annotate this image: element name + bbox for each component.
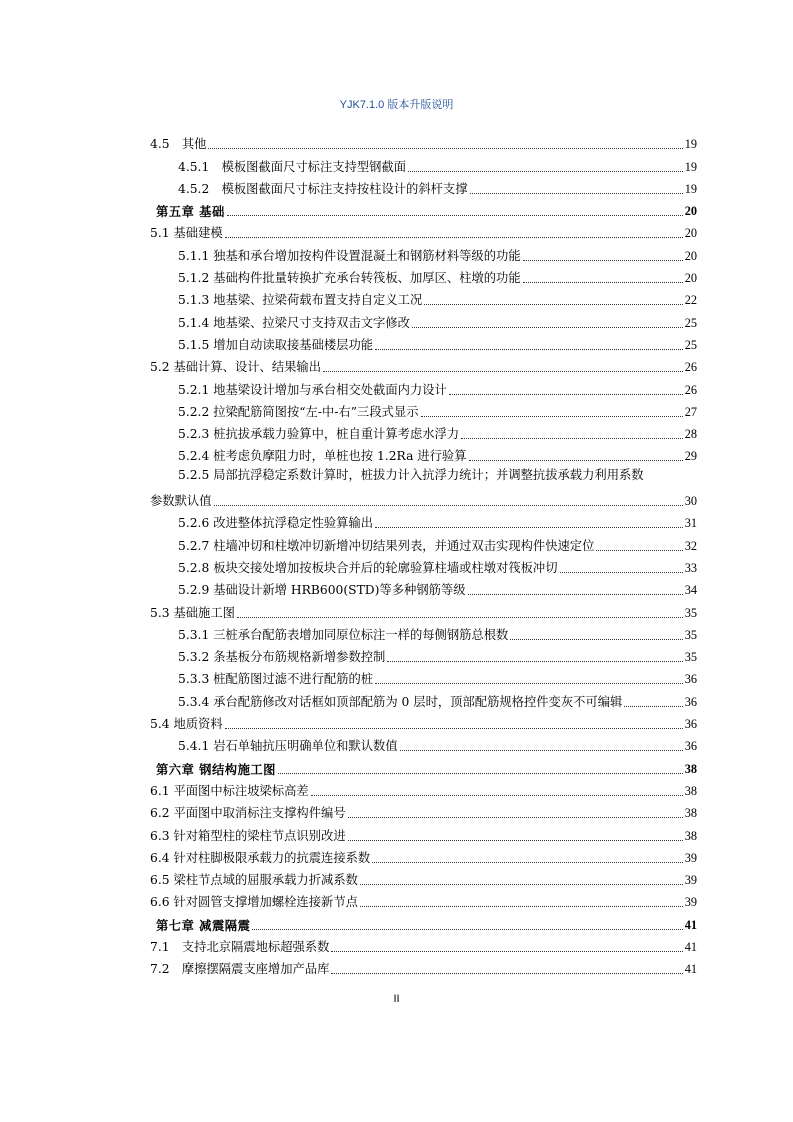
dot-leader xyxy=(372,862,682,863)
toc-entry-title: 5.2.9 基础设计新增 HRB600(STD)等多种钢筋等级 xyxy=(178,583,466,598)
toc-entry[interactable] xyxy=(150,219,697,241)
toc-entry[interactable] xyxy=(150,621,697,643)
dot-leader xyxy=(225,728,683,729)
toc-entry-title: 5.2.3 桩抗拔承载力验算中，桩自重计算考虑水浮力 xyxy=(178,427,460,442)
toc-entry-title: 5.1.5 增加自动读取接基础楼层功能 xyxy=(178,337,374,352)
toc-chapter[interactable] xyxy=(150,910,697,932)
dot-leader xyxy=(331,973,682,974)
toc-entry-page: 38 xyxy=(684,806,697,821)
toc-entry-title: 5.2 基础计算、设计、结果输出 xyxy=(150,360,322,375)
toc-entry-title: 4.5.2 模板图截面尺寸标注支持按柱设计的斜杆支撑 xyxy=(178,181,468,196)
toc-entry[interactable] xyxy=(150,687,697,709)
toc-entry-line1[interactable]: 5.2.5 局部抗浮稳定系数计算时，桩拔力计入抗浮力统计；并调整抗拔承载力利用系数 xyxy=(178,468,644,483)
toc-entry-page: 28 xyxy=(684,427,697,442)
toc-entry-page: 38 xyxy=(684,828,697,843)
toc-entry[interactable] xyxy=(150,777,697,799)
toc-entry-title: 5.1.2 基础构件批量转换扩充承台转筏板、加厚区、柱墩的功能 xyxy=(178,271,521,286)
toc-entry[interactable] xyxy=(150,375,697,397)
toc-entry-title: 5.3.2 条基板分布筋规格新增参数控制 xyxy=(178,650,386,665)
dot-leader xyxy=(278,773,683,774)
toc-entry-title: 6.6 针对圆管支撑增加螺栓连接新节点 xyxy=(150,895,358,910)
toc-entry[interactable] xyxy=(150,241,697,263)
dot-leader xyxy=(468,594,683,595)
toc-entry-title: 6.1 平面图中标注坡梁标高差 xyxy=(150,783,309,798)
toc-chapter[interactable] xyxy=(150,197,697,219)
dot-leader xyxy=(252,929,682,930)
toc-entry-page: 39 xyxy=(684,895,697,910)
toc-entry[interactable] xyxy=(150,308,697,330)
dot-leader xyxy=(412,327,683,328)
dot-leader xyxy=(424,304,682,305)
dot-leader xyxy=(331,951,682,952)
toc-entry-page: 22 xyxy=(684,293,697,308)
toc-entry-page: 36 xyxy=(684,694,697,709)
toc-entry[interactable] xyxy=(150,576,697,598)
dot-leader xyxy=(469,460,683,461)
toc-entry-page: 41 xyxy=(684,917,697,932)
toc-entry[interactable] xyxy=(150,264,697,286)
dot-leader xyxy=(360,884,683,885)
toc-entry-page: 25 xyxy=(684,337,697,352)
toc-entry-page: 29 xyxy=(684,449,697,464)
dot-leader xyxy=(470,193,683,194)
toc-entry-title: 5.1 基础建模 xyxy=(150,226,223,241)
dot-leader xyxy=(560,572,683,573)
toc-entry[interactable] xyxy=(150,286,697,308)
toc-entry-title: 5.2.6 改进整体抗浮稳定性验算输出 xyxy=(178,516,374,531)
toc-entry[interactable] xyxy=(150,665,697,687)
dot-leader xyxy=(311,795,683,796)
dot-leader xyxy=(375,527,683,528)
dot-leader xyxy=(375,349,683,350)
toc-entry[interactable] xyxy=(150,353,697,375)
toc-entry[interactable] xyxy=(150,710,697,732)
toc-entry[interactable] xyxy=(150,821,697,843)
toc-entry-title: 5.3 基础施工图 xyxy=(150,605,235,620)
dot-leader xyxy=(523,282,683,283)
toc-entry-page: 32 xyxy=(684,538,697,553)
toc-entry-title: 5.1.1 独基和承台增加按构件设置混凝土和钢筋材料等级的功能 xyxy=(178,248,521,263)
toc-entry-page: 33 xyxy=(684,560,697,575)
dot-leader xyxy=(421,416,683,417)
toc-entry[interactable] xyxy=(150,442,697,464)
dot-leader xyxy=(523,260,683,261)
toc-entry-page: 31 xyxy=(684,516,697,531)
toc-entry-page: 25 xyxy=(684,315,697,330)
toc-entry-title: 5.2.1 地基梁设计增加与承台相交处截面内力设计 xyxy=(178,382,447,397)
toc-entry-page: 19 xyxy=(684,159,697,174)
dot-leader xyxy=(408,171,683,172)
toc-entry-title: 5.2.4 桩考虑负摩阻力时，单桩也按 1.2Ra 进行验算 xyxy=(178,449,467,464)
toc-entry-page: 20 xyxy=(684,204,697,219)
toc-entry[interactable] xyxy=(150,398,697,420)
dot-leader xyxy=(227,215,683,216)
dot-leader xyxy=(360,906,683,907)
dot-leader xyxy=(449,394,683,395)
toc-entry-title: 参数默认值 xyxy=(150,494,212,509)
toc-entry[interactable] xyxy=(150,955,697,977)
toc-entry[interactable] xyxy=(150,866,697,888)
toc-entry-page: 34 xyxy=(684,583,697,598)
toc-entry[interactable] xyxy=(150,844,697,866)
toc-entry-page: 26 xyxy=(684,382,697,397)
toc-entry-title: 7.2 摩擦摆隔震支座增加产品库 xyxy=(150,962,330,977)
toc-entry-page: 20 xyxy=(684,248,697,263)
dot-leader xyxy=(225,237,683,238)
toc-entry-page: 20 xyxy=(684,271,697,286)
dot-leader xyxy=(387,661,682,662)
toc-entry-page: 41 xyxy=(684,962,697,977)
toc-entry-page: 30 xyxy=(684,494,697,509)
toc-entry-title: 4.5.1 模板图截面尺寸标注支持型钢截面 xyxy=(178,159,407,174)
toc-entry-page: 26 xyxy=(684,360,697,375)
toc-entry[interactable] xyxy=(150,420,697,442)
dot-leader xyxy=(348,817,683,818)
dot-leader xyxy=(323,371,683,372)
toc-entry-title: 5.2.7 柱墙冲切和柱墩冲切新增冲切结果列表，并通过双击实现构件快速定位 xyxy=(178,538,595,553)
page-header: YJK7.1.0 版本升版说明 xyxy=(339,99,454,111)
toc-entry-title: 5.3.3 桩配筋图过滤不进行配筋的桩 xyxy=(178,672,374,687)
toc-entry[interactable] xyxy=(150,175,697,197)
toc-entry-title: 5.3.4 承台配筋修改对话框如顶部配筋为 0 层时，顶部配筋规格控件变灰不可编辑 xyxy=(178,694,623,709)
dot-leader xyxy=(400,750,683,751)
toc-entry[interactable] xyxy=(150,331,697,353)
toc-entry-page: 39 xyxy=(684,873,697,888)
toc-entry-title: 5.4 地质资料 xyxy=(150,717,223,732)
toc-entry-title: 5.1.3 地基梁、拉梁荷载布置支持自定义工况 xyxy=(178,293,423,308)
toc-entry[interactable] xyxy=(150,554,697,576)
dot-leader xyxy=(348,840,683,841)
toc-entry-page: 19 xyxy=(684,137,697,152)
toc-entry-page: 35 xyxy=(684,627,697,642)
toc-entry-page: 35 xyxy=(684,605,697,620)
toc-entry-page: 38 xyxy=(684,761,697,776)
toc-entry[interactable] xyxy=(150,487,697,509)
toc-entry-title: 5.2.8 板块交接处增加按板块合并后的轮廓验算柱墙或柱墩对筏板冲切 xyxy=(178,560,558,575)
dot-leader xyxy=(214,505,683,506)
toc-entry-title: 6.2 平面图中取消标注支撑构件编号 xyxy=(150,806,346,821)
toc-entry-page: 41 xyxy=(684,939,697,954)
toc-entry[interactable] xyxy=(150,130,697,152)
toc-entry-page: 39 xyxy=(684,850,697,865)
table-of-contents xyxy=(150,130,697,977)
dot-leader xyxy=(624,706,682,707)
toc-entry-title: 第五章 基础 xyxy=(156,204,225,220)
dot-leader xyxy=(461,438,683,439)
toc-entry-title: 5.4.1 岩石单轴抗压明确单位和默认数值 xyxy=(178,739,398,754)
toc-entry-title: 第七章 减震隔震 xyxy=(156,917,251,933)
toc-entry[interactable] xyxy=(150,643,697,665)
toc-entry[interactable] xyxy=(150,598,697,620)
toc-entry-page: 20 xyxy=(684,226,697,241)
toc-entry-title: 第六章 钢结构施工图 xyxy=(156,761,276,777)
toc-entry[interactable] xyxy=(150,732,697,754)
dot-leader xyxy=(596,550,682,551)
toc-entry-title: 6.5 梁柱节点域的屈服承载力折减系数 xyxy=(150,873,358,888)
page-number: II xyxy=(393,993,400,1005)
toc-entry[interactable] xyxy=(150,152,697,174)
toc-entry[interactable] xyxy=(150,509,697,531)
toc-entry-page: 35 xyxy=(684,650,697,665)
toc-chapter[interactable] xyxy=(150,754,697,776)
dot-leader xyxy=(208,148,682,149)
toc-entry-page: 36 xyxy=(684,672,697,687)
toc-entry-title: 4.5 其他 xyxy=(150,137,207,152)
dot-leader xyxy=(510,639,682,640)
toc-entry-page: 36 xyxy=(684,717,697,732)
toc-entry-title: 7.1 支持北京隔震地标超强系数 xyxy=(150,939,330,954)
toc-entry-page: 19 xyxy=(684,181,697,196)
toc-entry-title: 5.2.2 拉梁配筋简图按“左-中-右”三段式显示 xyxy=(178,404,419,419)
dot-leader xyxy=(375,683,683,684)
toc-entry-title: 5.3.1 三桩承台配筋表增加同原位标注一样的每侧钢筋总根数 xyxy=(178,627,509,642)
toc-entry-page: 27 xyxy=(684,404,697,419)
toc-entry[interactable] xyxy=(150,888,697,910)
toc-entry-title: 6.4 针对柱脚极限承载力的抗震连接系数 xyxy=(150,850,371,865)
toc-entry-page: 38 xyxy=(684,783,697,798)
dot-leader xyxy=(237,617,683,618)
toc-entry-page: 36 xyxy=(684,739,697,754)
toc-entry[interactable] xyxy=(150,799,697,821)
toc-entry[interactable] xyxy=(150,531,697,553)
toc-entry-title: 5.1.4 地基梁、拉梁尺寸支持双击文字修改 xyxy=(178,315,410,330)
toc-entry-title: 6.3 针对箱型柱的梁柱节点识别改进 xyxy=(150,828,346,843)
toc-entry[interactable] xyxy=(150,933,697,955)
